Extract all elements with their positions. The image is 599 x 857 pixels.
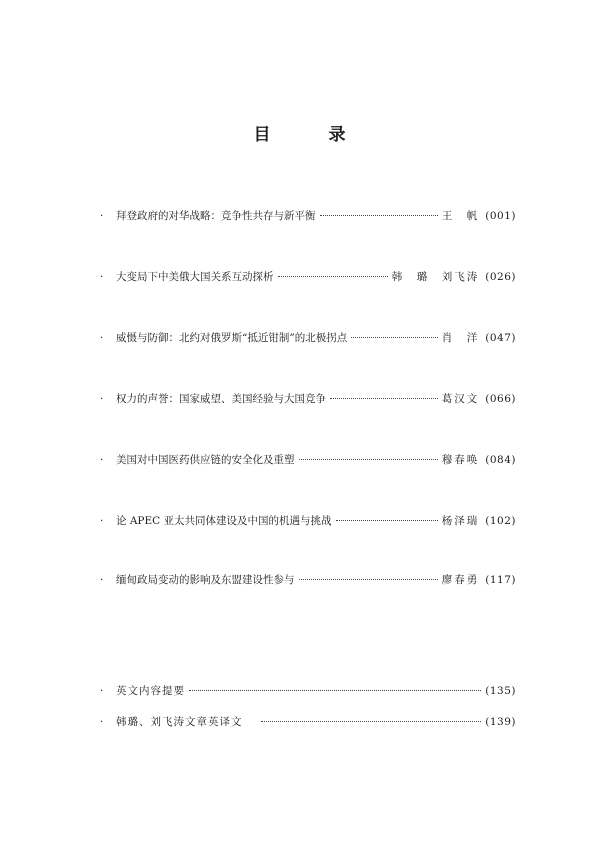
toc-entry[interactable]	[100, 392, 516, 406]
dot-leader	[336, 520, 438, 521]
entry-title: 大变局下中美俄大国关系互动探析	[116, 271, 274, 283]
bullet: ·	[100, 393, 104, 405]
entry-author: 穆春唤	[441, 454, 480, 466]
bullet: ·	[100, 716, 104, 728]
entry-author: 肖 洋	[441, 332, 480, 344]
entry-author: 廖春勇	[441, 574, 480, 586]
entry-page: (102)	[485, 515, 516, 527]
dot-leader	[299, 459, 438, 460]
dot-leader	[351, 337, 438, 338]
entry-page: (026)	[485, 271, 516, 283]
entry-title: 权力的声誉：国家威望、美国经验与大国竞争	[116, 393, 326, 405]
entry-title: 英文内容提要	[116, 685, 185, 697]
entry-title: 拜登政府的对华战略：竞争性共存与新平衡	[116, 210, 316, 222]
bullet: ·	[100, 332, 104, 344]
toc-entry[interactable]	[100, 331, 516, 345]
entry-author: 韩 璐 刘飞涛	[391, 271, 480, 283]
entry-page: (001)	[485, 210, 516, 222]
entry-title: 论 APEC 亚太共同体建设及中国的机遇与挑战	[116, 515, 332, 527]
entry-page: (139)	[485, 716, 516, 728]
dot-leader	[299, 579, 438, 580]
dot-leader	[189, 690, 481, 691]
bullet: ·	[100, 685, 104, 697]
entry-page: (117)	[485, 574, 516, 586]
bullet: ·	[100, 574, 104, 586]
entry-page: (066)	[485, 393, 516, 405]
dot-leader	[320, 215, 438, 216]
entry-title: 韩璐、刘飞涛文章英译文	[116, 716, 243, 728]
bullet: ·	[100, 454, 104, 466]
toc-entry[interactable]	[100, 453, 516, 467]
toc-entry[interactable]	[100, 270, 516, 284]
bullet: ·	[100, 210, 104, 222]
dot-leader	[330, 398, 438, 399]
bullet: ·	[100, 515, 104, 527]
toc-heading: 目录	[253, 125, 404, 145]
entry-page: (135)	[485, 685, 516, 697]
toc-entry[interactable]	[100, 514, 516, 528]
entry-title: 威慑与防御：北约对俄罗斯“抵近钳制”的北极拐点	[116, 332, 348, 344]
dot-leader	[278, 276, 388, 277]
entry-author: 王 帆	[441, 210, 480, 222]
toc-entry[interactable]	[100, 573, 516, 587]
toc-entry[interactable]	[100, 715, 516, 729]
toc-entry[interactable]	[100, 684, 516, 698]
dot-leader	[261, 721, 482, 722]
entry-title: 美国对中国医药供应链的安全化及重塑	[116, 454, 295, 466]
entry-title: 缅甸政局变动的影响及东盟建设性参与	[116, 574, 295, 586]
entry-author: 杨泽瑞	[441, 515, 480, 527]
entry-author: 葛汉文	[441, 393, 480, 405]
entry-page: (084)	[485, 454, 516, 466]
entry-page: (047)	[485, 332, 516, 344]
bullet: ·	[100, 271, 104, 283]
toc-entry[interactable]	[100, 209, 516, 223]
